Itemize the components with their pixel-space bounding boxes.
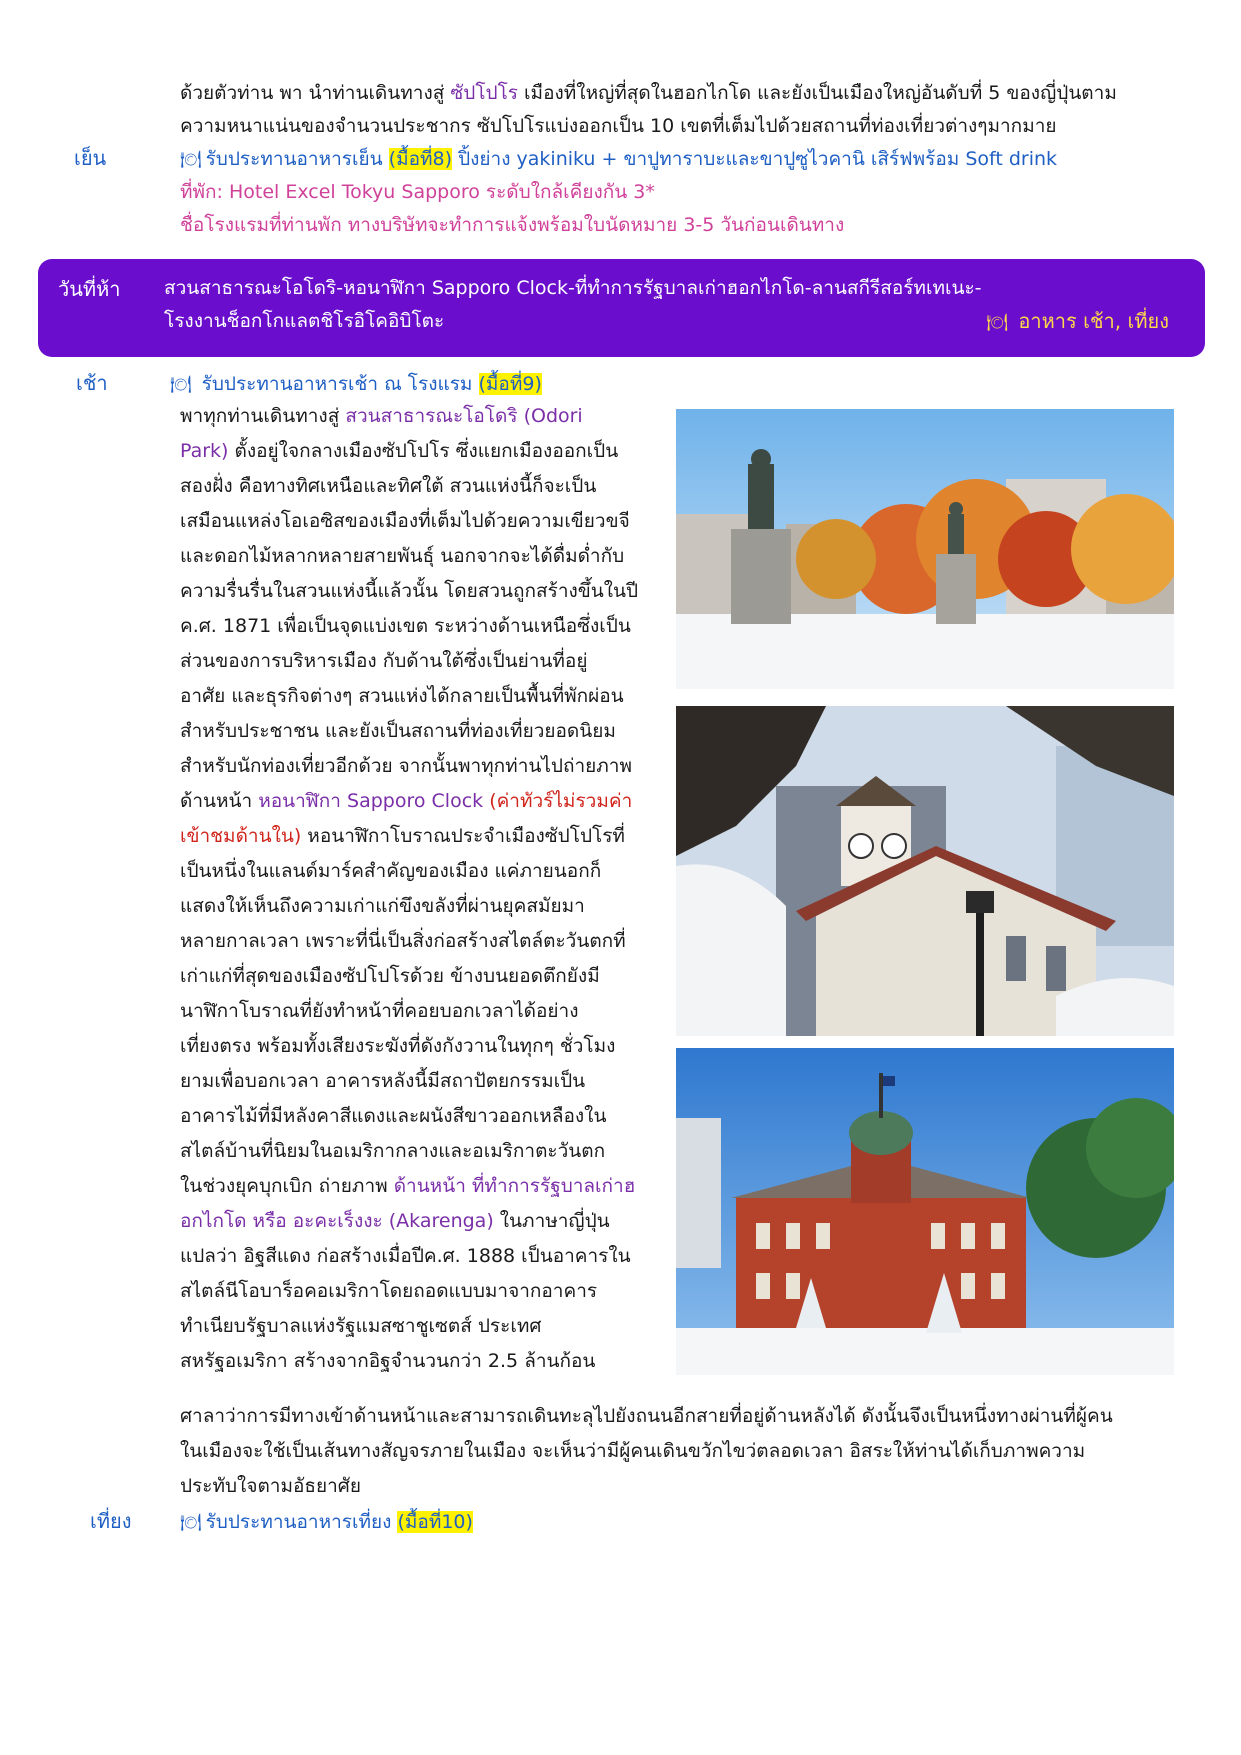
highlighted-place-name: หอนาฬิกา Sapporo Clock: [258, 790, 484, 812]
meal-number-badge: (มื้อที่9): [478, 373, 542, 395]
paragraph-text: อาคารไม้ที่มีหลังคาสีแดงและผนังสีขาวออกเหลืองใน: [180, 1105, 607, 1127]
paragraph-line: [180, 644, 656, 679]
paragraph-line: [180, 1309, 656, 1344]
hotel-line: ที่พัก: Hotel Excel Tokyu Sapporo ระดับใกล้เคียงกัน 3*: [180, 181, 655, 203]
paragraph-text: ส่วนของการบริหารเมือง กับด้านใต้ซึ่งเป็นย่านที่อยู่: [180, 650, 588, 672]
paragraph-line: ในเมืองจะใช้เป็นเส้นทางสัญจรภายในเมือง จะเห็นว่ามีผู้คนเดินขวักไขว่ตลอดเวลา อิสระให้ท่านได้เก็บภาพความ: [180, 1440, 1086, 1462]
paragraph-text: แสดงให้เห็นถึงความเก่าแก่ขึงขลังที่ผ่านยุคสมัยมา: [180, 895, 585, 917]
sapporo-city-link: ซัปโปโร: [450, 82, 519, 104]
day-header-bar: [38, 259, 1205, 357]
paragraph-line: [180, 1239, 656, 1274]
meal-description: ปิ้งย่าง yakiniku + ขาปูทาราบะและขาปูซูไวคานิ เสิร์ฟพร้อม Soft drink: [452, 148, 1058, 170]
odori-park-photo: [676, 409, 1174, 689]
paragraph-text: สำหรับประชาชน และยังเป็นสถานที่ท่องเที่ยวยอดนิยม: [180, 720, 616, 742]
paragraph-line: [180, 1204, 656, 1239]
paragraph-line: [180, 1274, 656, 1309]
paragraph-text: แปลว่า อิฐสีแดง ก่อสร้างเมื่อปีค.ศ. 1888 เป็นอาคารใน: [180, 1245, 631, 1267]
meal-number-badge: (มื้อที่10): [397, 1511, 473, 1533]
paragraph-line: [180, 1344, 656, 1379]
paragraph-line: [180, 749, 656, 784]
paragraph-text: ความรื่นรื่นในสวนแห่งนี้แล้วนั้น โดยสวนถูกสร้างขึ้นในปี: [180, 580, 639, 602]
lunch-meal-line: [180, 1505, 473, 1540]
paragraph-line: [180, 539, 656, 574]
highlighted-place-name: ด้านหน้า ที่ทำการรัฐบาลเก่าฮ: [393, 1175, 636, 1197]
paragraph-line: [180, 994, 656, 1029]
paragraph-line: [180, 1064, 656, 1099]
paragraph-text: หลายกาลเวลา เพราะที่นี่เป็นสิ่งก่อสร้างสไตล์ตะวันตกที่: [180, 930, 626, 952]
intro-text: ด้วยตัวท่าน พา นำท่านเดินทางสู่: [180, 82, 451, 104]
paragraph-line: ประทับใจตามอัธยาศัย: [180, 1475, 362, 1497]
paragraph-text: และดอกไม้หลากหลายสายพันธุ์ นอกจากจะได้ดื่มด่ำกับ: [180, 545, 625, 567]
meal-plate-icon: 🍽: [180, 1513, 202, 1533]
paragraph-line: [180, 714, 656, 749]
paragraph-text: ด้านหน้า: [180, 790, 259, 812]
paragraph-line: [180, 399, 656, 434]
highlighted-place-name: เข้าชมด้านใน): [180, 825, 302, 847]
paragraph-line: [180, 1029, 656, 1064]
paragraph-text: ตั้งอยู่ใจกลางเมืองซัปโปโร ซึ่งแยกเมืองออกเป็น: [228, 440, 619, 462]
intro-text-cont: เมืองที่ใหญ่ที่สุดในฮอกไกโด และยังเป็นเมืองใหญ่อันดับที่ 5 ของญี่ปุ่นตาม: [518, 82, 1117, 104]
paragraph-text: เสมือนแหล่งโอเอซิสของเมืองที่เต็มไปด้วยความเขียวขจี: [180, 510, 630, 532]
day-title-line-2: โรงงานช็อกโกแลตชิโรอิโคอิบิโตะ: [164, 310, 445, 332]
meal-text: รับประทานอาหารเช้า ณ โรงแรม: [195, 373, 479, 395]
former-hokkaido-government-office-photo: [676, 1048, 1174, 1375]
hotel-note: ชื่อโรงแรมที่ท่านพัก ทางบริษัทจะทำการแจ้งพร้อมใบนัดหมาย 3-5 วันก่อนเดินทาง: [180, 214, 845, 236]
paragraph-text: นาฬิกาโบราณที่ยังทำหน้าที่คอยบอกเวลาได้อย่าง: [180, 1000, 579, 1022]
paragraph-line: [180, 1169, 656, 1204]
paragraph-line: [180, 889, 656, 924]
highlighted-place-name: อกไกโด หรือ อะคะเร็งงะ (Akarenga): [180, 1210, 494, 1232]
highlighted-place-name: (ค่าทัวร์ไม่รวมค่า: [489, 790, 633, 812]
breakfast-meal-line: [170, 367, 542, 402]
paragraph-line: [180, 1134, 656, 1169]
highlighted-place-name: สวนสาธารณะโอโดริ (Odori: [345, 405, 583, 427]
paragraph-text: สหรัฐอเมริกา สร้างจากอิฐจำนวนกว่า 2.5 ล้านก้อน: [180, 1350, 596, 1372]
evening-label: เย็น: [74, 146, 107, 170]
day-label: วันที่ห้า: [58, 277, 121, 301]
paragraph-line: [180, 434, 656, 469]
evening-intro-line-2: ความหนาแน่นของจำนวนประชากร ซัปโปโรแบ่งออกเป็น 10 เขตที่เต็มไปด้วยสถานที่ท่องเที่ยวต่างๆมากมาย: [180, 115, 1057, 137]
paragraph-text: ในช่วงยุคบุกเบิก ถ่ายภาพ: [180, 1175, 394, 1197]
paragraph-line: [180, 469, 656, 504]
sapporo-clock-tower-photo: [676, 706, 1174, 1036]
noon-label: เที่ยง: [90, 1509, 132, 1533]
paragraph-text: หอนาฬิกาโบราณประจำเมืองซัปโปโรที่: [301, 825, 625, 847]
paragraph-line: [180, 924, 656, 959]
meal-plate-icon: 🍽: [180, 150, 202, 170]
paragraph-line: [180, 854, 656, 889]
paragraph-text: เป็นหนึ่งในแลนด์มาร์คสำคัญของเมือง แค่ภายนอกก็: [180, 860, 602, 882]
paragraph-text: สไตล์นีโอบาร็อคอเมริกาโดยถอดแบบมาจากอาคาร: [180, 1280, 598, 1302]
paragraph-text: สไตล์บ้านที่นิยมในอเมริกากลางและอเมริกาตะวันตก: [180, 1140, 606, 1162]
paragraph-line: [180, 1099, 656, 1134]
paragraph-text: เก่าแก่ที่สุดของเมืองซัปโปโรด้วย ข้างบนยอดตึกยังมี: [180, 965, 600, 987]
paragraph-text: อาศัย และธุรกิจต่างๆ สวนแห่งได้กลายเป็นพื้นที่พักผ่อน: [180, 685, 624, 707]
paragraph-line: [180, 574, 656, 609]
meal-text: รับประทานอาหารเย็น: [205, 148, 389, 170]
paragraph-text: ยามเพื่อบอกเวลา อาคารหลังนี้มีสถาปัตยกรรมเป็น: [180, 1070, 586, 1092]
meal-text: รับประทานอาหารเที่ยง: [205, 1511, 398, 1533]
paragraph-text: เที่ยงตรง พร้อมทั้งเสียงระฆังที่ดังกังวานในทุกๆ ชั่วโมง: [180, 1035, 616, 1057]
evening-intro-line-1: [180, 76, 1117, 110]
highlighted-place-name: Park): [180, 440, 229, 462]
paragraph-text: พาทุกท่านเดินทางสู่: [180, 405, 346, 427]
day-meals-text: อาหาร เช้า, เที่ยง: [1012, 309, 1169, 333]
paragraph-line: [180, 784, 656, 819]
paragraph-line: [180, 609, 656, 644]
paragraph-line: [180, 679, 656, 714]
paragraph-line: ศาลาว่าการมีทางเข้าด้านหน้าและสามารถเดินทะลุไปยังถนนอีกสายที่อยู่ด้านหลังได้ ดังนั้นจึงเป็นหนึ่งทางผ่านที่ผู้คน: [180, 1405, 1113, 1427]
paragraph-line: [180, 959, 656, 994]
paragraph-line: [180, 819, 656, 854]
odori-paragraph: [180, 399, 656, 1379]
paragraph-text: ทำเนียบรัฐบาลแห่งรัฐแมสซาชูเซตส์ ประเทศ: [180, 1315, 542, 1337]
meal-plate-icon: 🍽: [170, 375, 192, 395]
morning-label: เช้า: [76, 371, 108, 395]
paragraph-continuation: [180, 1399, 1175, 1504]
paragraph-text: สองฝั่ง คือทางทิศเหนือและทิศใต้ สวนแห่งนี้ก็จะเป็น: [180, 475, 597, 497]
paragraph-line: [180, 504, 656, 539]
day-meals: [986, 305, 1169, 337]
day-title-line-1: สวนสาธารณะโอโดริ-หอนาฬิกา Sapporo Clock-ที่ทำการรัฐบาลเก่าฮอกไกโด-ลานสกีรีสอร์ทเทเนะ-: [164, 277, 982, 299]
meal-plate-icon: 🍽: [986, 313, 1009, 333]
dinner-meal-line: [180, 142, 1057, 177]
paragraph-text: สำหรับนักท่องเที่ยวอีกด้วย จากนั้นพาทุกท่านไปถ่ายภาพ: [180, 755, 633, 777]
paragraph-text: ค.ศ. 1871 เพื่อเป็นจุดแบ่งเขต ระหว่างด้านเหนือซึ่งเป็น: [180, 615, 631, 637]
meal-number-badge: (มื้อที่8): [388, 148, 453, 170]
paragraph-text: ในภาษาญี่ปุ่น: [493, 1210, 610, 1232]
